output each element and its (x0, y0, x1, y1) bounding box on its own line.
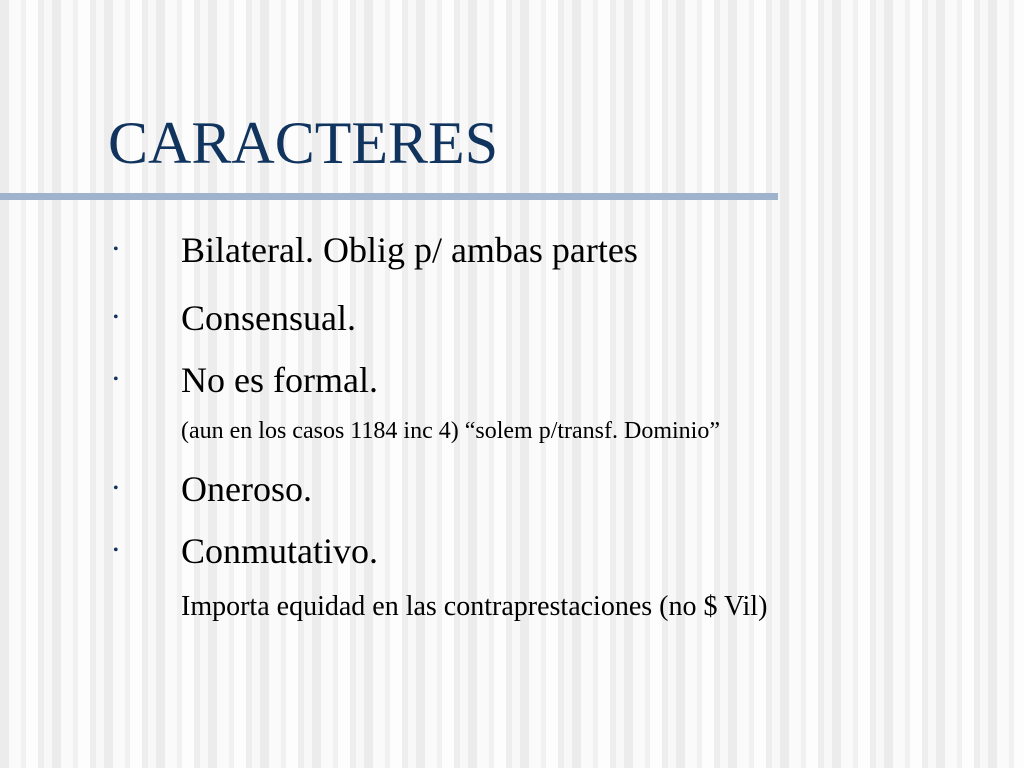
bullet-note-no-formal: (aun en los casos 1184 inc 4) “solem p/transf. Dominio” (181, 418, 720, 444)
bullet-text: Oneroso. (181, 469, 312, 509)
bullet-dot-icon: • (113, 480, 119, 497)
bullet-dot-icon: • (113, 371, 119, 388)
bullet-dot-icon: • (113, 542, 119, 559)
slide-title: CARACTERES (108, 110, 499, 176)
bullet-dot-icon: • (113, 309, 119, 326)
bullet-dot-icon: • (113, 241, 119, 258)
title-underline-rule (0, 193, 778, 200)
bullet-text: Consensual. (181, 298, 356, 338)
bullet-text: Bilateral. Oblig p/ ambas partes (181, 230, 638, 270)
bullet-text: No es formal. (181, 360, 378, 400)
bullet-note-conmutativo: Importa equidad en las contraprestaciones (no $ Vil) (181, 591, 768, 622)
bullet-text: Conmutativo. (181, 531, 378, 571)
